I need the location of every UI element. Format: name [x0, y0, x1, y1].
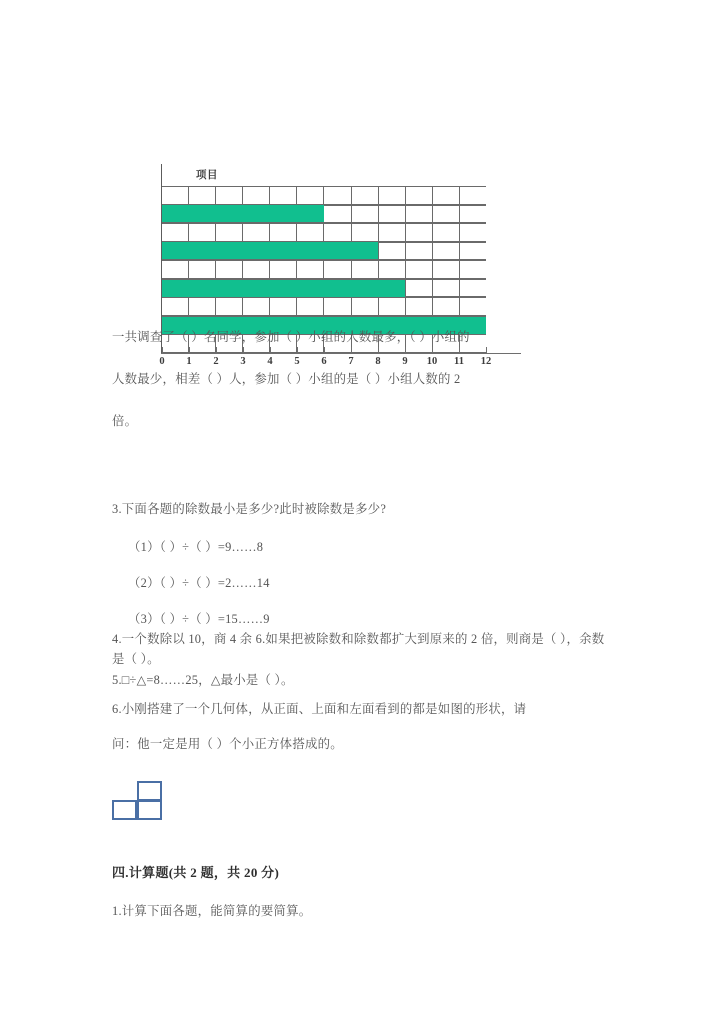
- chart-grid-cell: [324, 206, 351, 223]
- chart-x-tick-label: 1: [186, 356, 192, 367]
- chart-grid-cells: [162, 298, 486, 315]
- chart-bar: [162, 241, 378, 260]
- chart-grid-cell: [352, 261, 379, 278]
- chart-x-tick-label: 10: [426, 356, 438, 367]
- chart-grid-cell: [297, 224, 324, 241]
- chart-grid-row: [162, 205, 486, 224]
- chart-grid-cell: [189, 187, 216, 204]
- chart-grid-cell: [433, 187, 460, 204]
- chart-grid-cell: [433, 280, 460, 297]
- chart-grid-cell: [433, 224, 460, 241]
- chart-grid-cell: [460, 187, 486, 204]
- chart-grid-cell: [270, 224, 297, 241]
- chart-grid-cell: [406, 261, 433, 278]
- chart-grid-cell: [189, 261, 216, 278]
- chart-grid-cell: [379, 224, 406, 241]
- chart-grid-cell: [406, 187, 433, 204]
- chart-x-tick-label: 4: [267, 356, 273, 367]
- chart-x-tick-label: 2: [213, 356, 219, 367]
- chart-grid-cells: [162, 187, 486, 204]
- chart-grid-cell: [324, 187, 351, 204]
- chart-grid-cell: [216, 224, 243, 241]
- q6-line-1: 6.小刚搭建了一个几何体，从正面、上面和左面看到的都是如图的形状，请: [112, 702, 527, 716]
- chart-grid-cell: [216, 187, 243, 204]
- chart-grid-cell: [406, 243, 433, 260]
- chart-x-tick-label: 6: [321, 356, 327, 367]
- chart-grid-cell: [270, 261, 297, 278]
- chart-grid-cell: [406, 280, 433, 297]
- chart-x-tick-label: 5: [294, 356, 300, 367]
- chart-grid-cell: [162, 187, 189, 204]
- chart-grid-cell: [406, 206, 433, 223]
- chart-grid-cell: [216, 261, 243, 278]
- chart-grid-cell: [406, 224, 433, 241]
- chart-x-tick-label: 0: [159, 356, 165, 367]
- chart-grid-cell: [460, 206, 486, 223]
- chart-grid-row: [162, 279, 486, 298]
- chart-grid-cell: [352, 187, 379, 204]
- chart-grid-cell: [162, 298, 189, 315]
- chart-grid-cell: [352, 224, 379, 241]
- chart-grid-cell: [460, 224, 486, 241]
- question-3-item-2: （2）（ ）÷（ ）=2……14: [128, 576, 270, 590]
- chart-x-tick-label: 9: [402, 356, 408, 367]
- section-four-item-1: 1.计算下面各题，能简算的要简算。: [112, 904, 312, 918]
- chart-grid-cell: [324, 261, 351, 278]
- chart-grid-cell: [379, 206, 406, 223]
- chart-grid-cell: [189, 298, 216, 315]
- chart-grid-cells: [162, 224, 486, 241]
- chart-grid-cell: [460, 298, 486, 315]
- chart-x-tick-label: 12: [480, 356, 492, 367]
- chart-grid-cell: [189, 224, 216, 241]
- chart-grid-cells: [162, 261, 486, 278]
- shape-square-bottom-left: [112, 800, 137, 820]
- question-5: 5.□÷△=8……25，△最小是（ ）。: [112, 673, 294, 687]
- q6-line-2: 问：他一定是用（ ）个小正方体搭成的。: [112, 737, 343, 751]
- question-3-item-3: （3）（ ）÷（ ）=15……9: [128, 612, 270, 626]
- chart-grid-cell: [243, 187, 270, 204]
- shape-square-bottom-right: [137, 800, 162, 820]
- chart-grid-cell: [460, 243, 486, 260]
- chart-grid-cell: [379, 187, 406, 204]
- chart-grid-row: [162, 186, 486, 205]
- chart-grid-cell: [433, 243, 460, 260]
- question-4: 4.一个数除以 10，商 4 余 6.如果把被除数和除数都扩大到原来的 2 倍，则商是（ ），余数是（ ）。: [112, 632, 605, 666]
- chart-grid-cell: [379, 298, 406, 315]
- chart-grid-cell: [406, 298, 433, 315]
- chart-grid-row: [162, 260, 486, 279]
- chart-grid-cell: [433, 206, 460, 223]
- chart-grid-row: [162, 223, 486, 242]
- chart-grid-cell: [352, 298, 379, 315]
- chart-grid-row: [162, 242, 486, 261]
- chart-grid-cell: [162, 261, 189, 278]
- chart-grid-cell: [379, 261, 406, 278]
- chart-grid-cell: [460, 280, 486, 297]
- chart-grid-cell: [433, 298, 460, 315]
- chart-x-tick-label: 3: [240, 356, 246, 367]
- chart-x-tick-label: 7: [348, 356, 354, 367]
- chart-axis-title: 项目: [196, 169, 218, 181]
- chart-x-tick-label: 11: [454, 356, 464, 367]
- chart-bar: [162, 204, 324, 223]
- shape-square-top-right: [137, 781, 162, 801]
- q2-line-2: 人数最少，相差（ ）人，参加（ ）小组的是（ ）小组人数的 2: [112, 372, 461, 386]
- chart-grid-cell: [297, 298, 324, 315]
- chart-grid-cell: [297, 187, 324, 204]
- chart-grid-cell: [270, 187, 297, 204]
- section-four-heading: 四.计算题(共 2 题，共 20 分): [112, 865, 280, 880]
- q2-line-3: 倍。: [112, 414, 138, 428]
- chart-grid-cell: [270, 298, 297, 315]
- q2-line-1: 一共调查了（ ）名同学，参加（ ）小组的人数最多，（ ）小组的: [112, 330, 470, 344]
- chart-grid-cell: [243, 224, 270, 241]
- chart-grid-row: [162, 297, 486, 316]
- chart-grid-cell: [243, 298, 270, 315]
- chart-grid-cell: [162, 224, 189, 241]
- chart-bar: [162, 279, 405, 298]
- question-6: [112, 700, 612, 754]
- chart-grid-cell: [352, 206, 379, 223]
- chart-grid-cell: [243, 261, 270, 278]
- chart-grid-cell: [433, 261, 460, 278]
- chart-grid-cell: [216, 298, 243, 315]
- chart-grid-cell: [379, 243, 406, 260]
- chart-grid-cell: [324, 224, 351, 241]
- question-3-item-1: （1）（ ）÷（ ）=9……8: [128, 540, 264, 554]
- chart-grid-cell: [460, 261, 486, 278]
- l-shape-tromino-figure: [112, 781, 162, 820]
- chart-grid-cell: [324, 298, 351, 315]
- chart-x-tick-label: 8: [375, 356, 381, 367]
- question-2-fill-in: [112, 328, 612, 454]
- question-3-title: 3.下面各题的除数最小是多少?此时被除数是多少?: [112, 502, 387, 516]
- chart-grid-cell: [297, 261, 324, 278]
